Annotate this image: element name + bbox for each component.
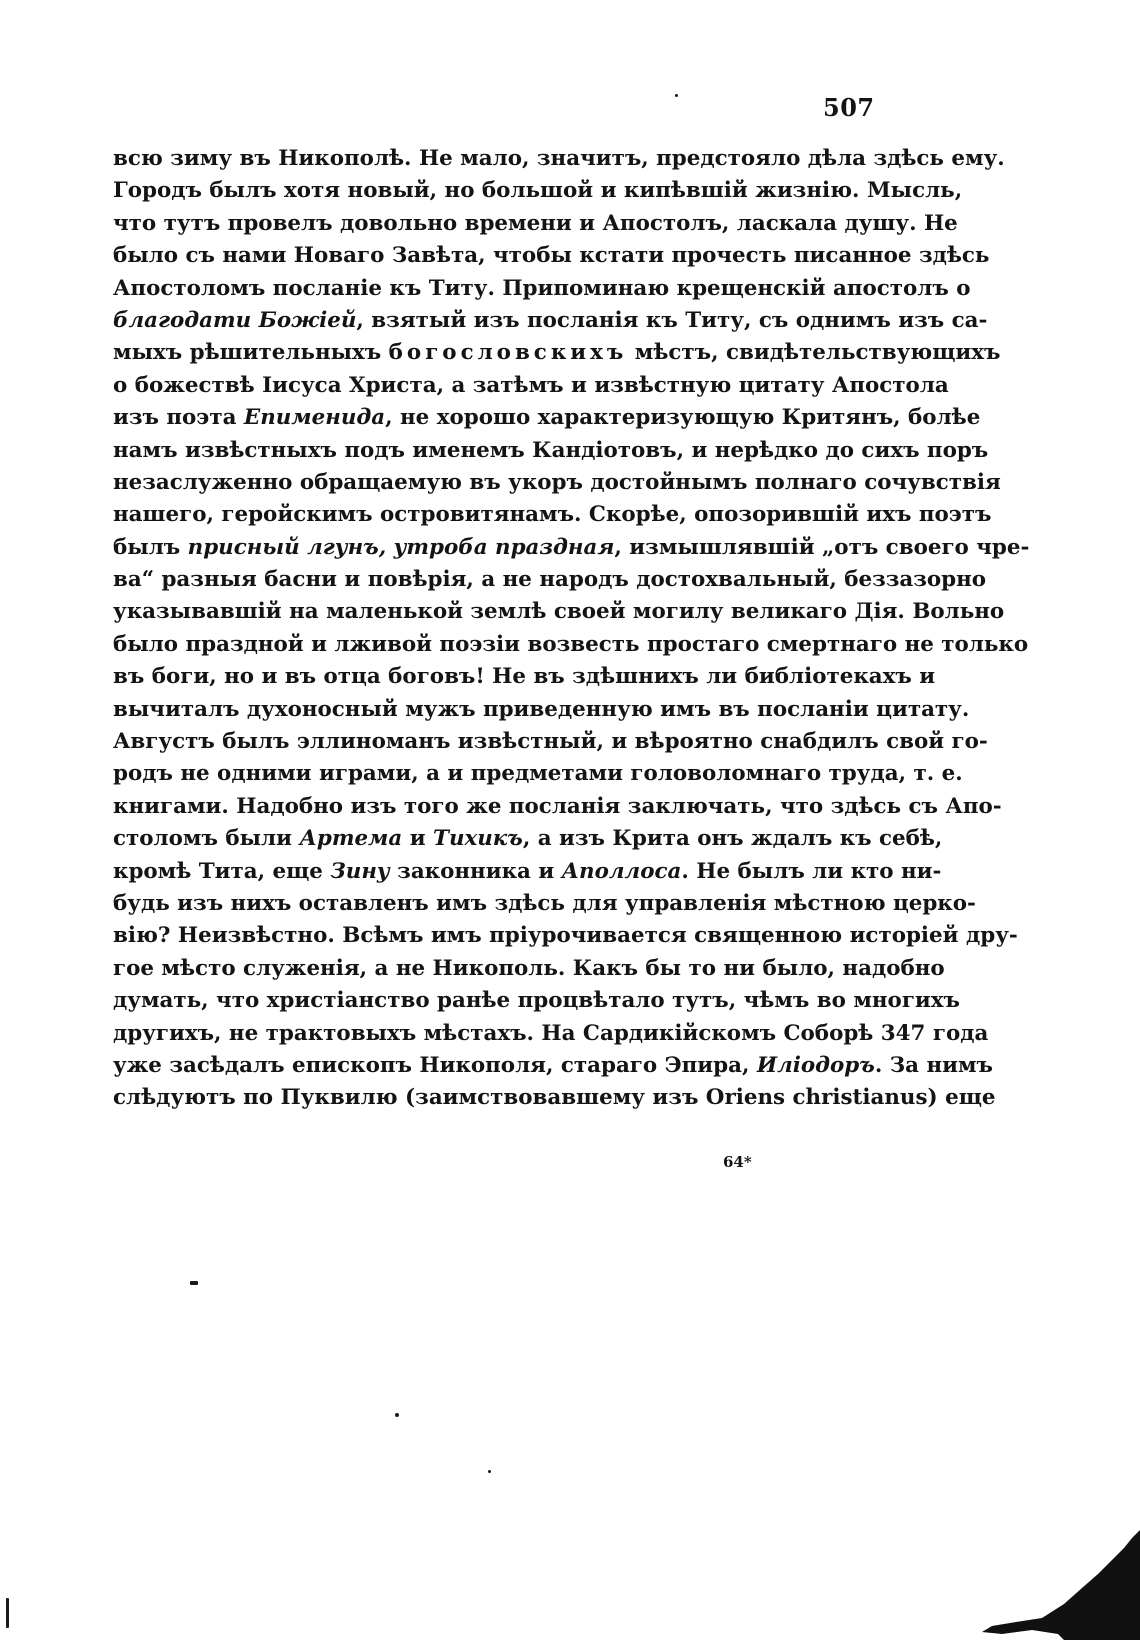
text-line: было съ нами Новаго Завѣта, чтобы кстати прочесть писанное здѣсь (113, 243, 990, 269)
text-line: гое мѣсто служенія, а не Никополь. Какъ бы то ни было, надобно (113, 955, 945, 981)
text-line: будь изъ нихъ оставленъ имъ здѣсь для управленія мѣстною церко- (113, 890, 976, 916)
signature-mark: 64* (723, 1153, 752, 1171)
text-line: въ боги, но и въ отца боговъ! Не въ здѣшнихъ ли библіотекахъ и (113, 664, 936, 690)
text-line: было праздной и лживой поэзіи возвесть простаго смертнаго не только (113, 631, 1029, 657)
text-line: уже засѣдалъ епископъ Никополя, стараго Эпира, Иліодоръ. За нимъ (113, 1052, 993, 1078)
italic-name: Тихикъ (433, 826, 523, 852)
italic-name: Артема (299, 826, 403, 852)
italic-phrase: благодати Божіей (113, 307, 357, 333)
page-number: 507 (823, 93, 875, 122)
text-line: что тутъ провелъ довольно времени и Апостолъ, ласкала душу. Не (113, 210, 958, 236)
italic-name: Иліодоръ (756, 1052, 875, 1078)
text-line: другихъ, не трактовыхъ мѣстахъ. На Сардикійскомъ Соборѣ 347 года (113, 1020, 989, 1046)
text-line: мыхъ рѣшительныхъ богословскихъ мѣстъ, свидѣтельствующихъ (113, 340, 1001, 366)
scan-edge-artifact (972, 1530, 1140, 1640)
text-line: указывавшій на маленькой землѣ своей могилу великаго Дія. Вольно (113, 599, 1005, 625)
text-line: былъ присный лгунъ, утроба праздная, измышлявшій „отъ своего чре- (113, 534, 1030, 560)
text-line: незаслуженно обращаемую въ укоръ достойнымъ полнаго сочувствія (113, 469, 1001, 495)
text-line: Августъ былъ эллиноманъ извѣстный, и вѣроятно снабдилъ свой го- (113, 729, 988, 755)
text-line: слѣдуютъ по Пуквилю (заимствовавшему изъ Oriens christianus) еще (113, 1085, 996, 1111)
text-line: благодати Божіей, взятый изъ посланія къ Титу, съ однимъ изъ са- (113, 307, 988, 333)
italic-phrase: присный лгунъ, утроба праздная (187, 534, 615, 560)
text-line: намъ извѣстныхъ подъ именемъ Кандіотовъ, и нерѣдко до сихъ поръ (113, 437, 989, 463)
italic-name: Зину (330, 858, 390, 884)
italic-name: Епименида (243, 405, 386, 431)
scan-speck (6, 1598, 9, 1628)
text-line: Городъ былъ хотя новый, но большой и кипѣвшій жизнію. Мысль, (113, 178, 963, 204)
text-line: кромѣ Тита, еще Зину законника и Аполлоса. Не былъ ли кто ни- (113, 858, 942, 884)
scan-speck (395, 1413, 399, 1417)
text-line: вычиталъ духоносный мужъ приведенную имъ въ посланіи цитату. (113, 696, 970, 722)
text-line: столомъ были Артема и Тихикъ, а изъ Крита онъ ждалъ къ себѣ, (113, 826, 943, 852)
scan-speck (675, 94, 678, 97)
italic-name: Аполлоса (561, 858, 682, 884)
text-line: книгами. Надобно изъ того же посланія заключать, что здѣсь съ Апо- (113, 793, 1002, 819)
scan-speck (488, 1470, 491, 1473)
spaced-word: богословскихъ (388, 340, 628, 366)
text-line: о божествѣ Іисуса Христа, а затѣмъ и извѣстную цитату Апостола (113, 372, 949, 398)
text-line: изъ поэта Епименида, не хорошо характеризующую Критянъ, болѣе (113, 405, 981, 431)
body-text (113, 143, 1030, 1115)
text-line: думать, что христіанство ранѣе процвѣтало тутъ, чѣмъ во многихъ (113, 988, 960, 1014)
text-line: нашего, геройскимъ островитянамъ. Скорѣе, опозорившій ихъ поэтъ (113, 502, 992, 528)
text-line: вію? Неизвѣстно. Всѣмъ имъ пріурочивается священною исторіей дру- (113, 923, 1018, 949)
text-line: ва“ разныя басни и повѣрія, а не народъ достохвальный, беззазорно (113, 567, 987, 593)
text-line: Апостоломъ посланіе къ Титу. Припоминаю крещенскій апостолъ о (113, 275, 971, 301)
scan-speck (190, 1281, 198, 1285)
text-line: родъ не одними играми, а и предметами головоломнаго труда, т. е. (113, 761, 963, 787)
text-line: всю зиму въ Никополѣ. Не мало, значитъ, предстояло дѣла здѣсь ему. (113, 146, 1005, 171)
